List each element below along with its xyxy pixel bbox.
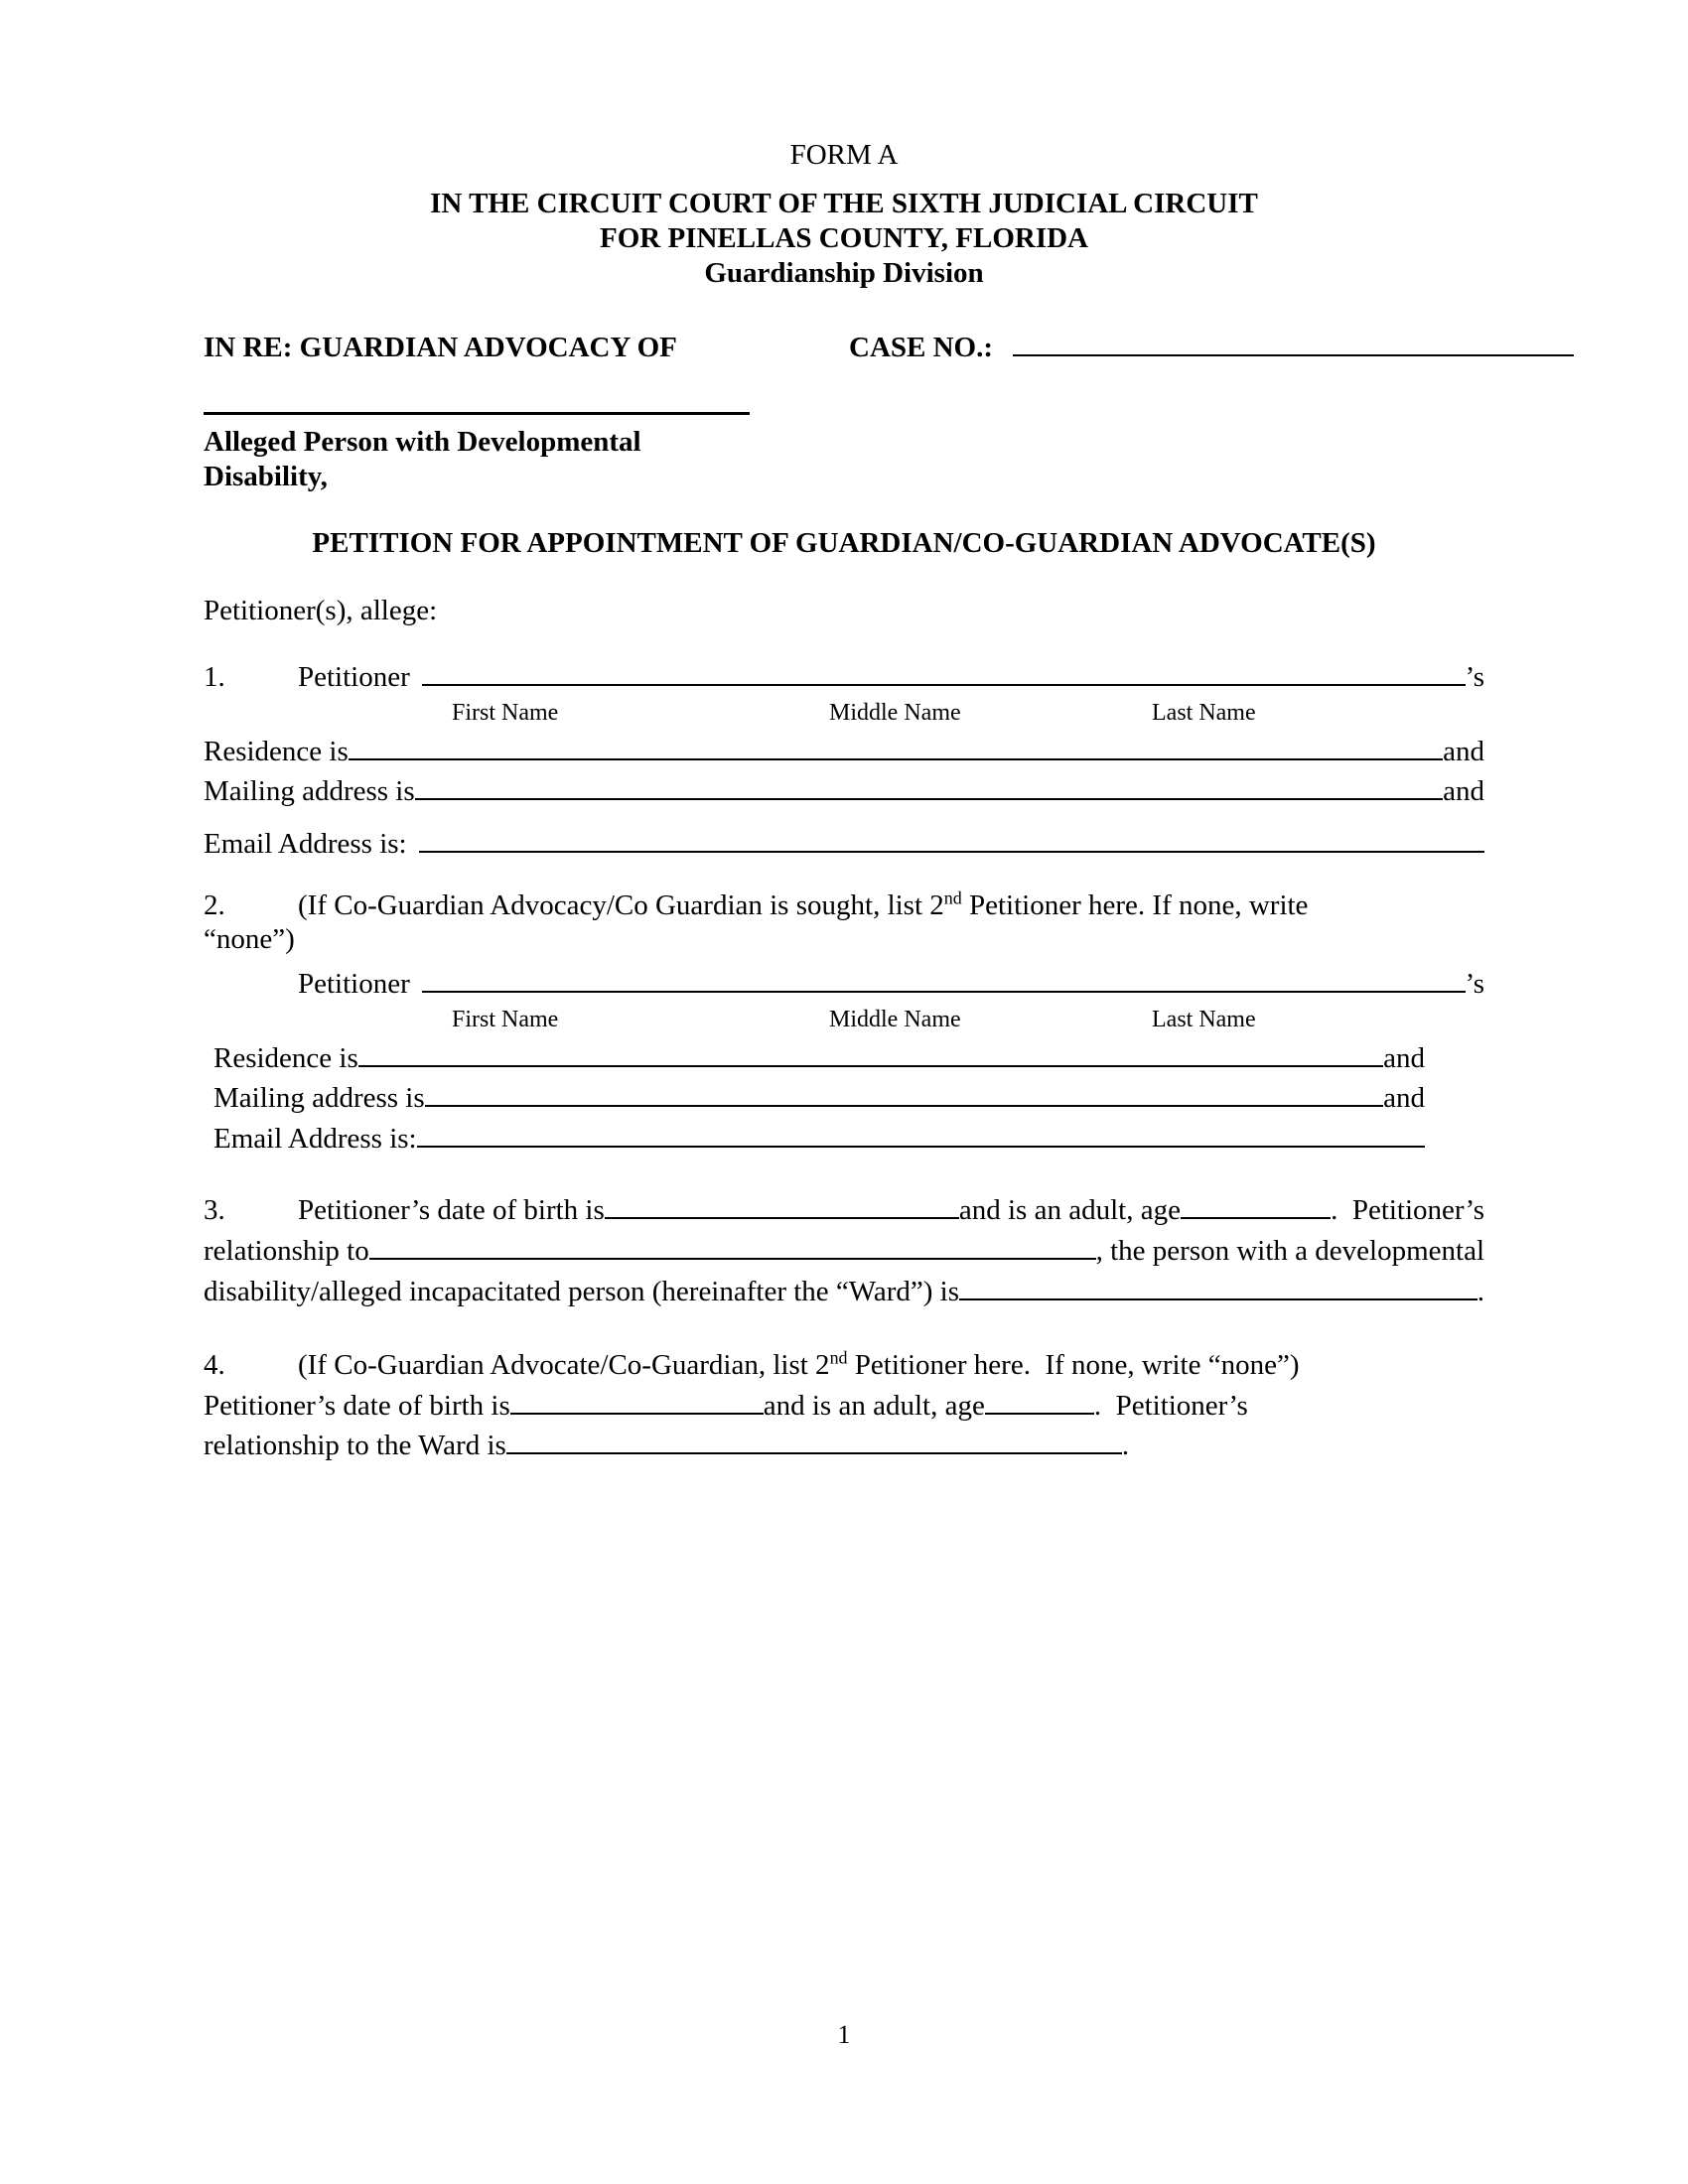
item2-superscript: nd [943, 887, 962, 908]
item2-mailing-suffix: and [1383, 1082, 1425, 1115]
first-name-label: First Name [452, 699, 559, 726]
item4-line2 [204, 1386, 1484, 1427]
item4-intro-line [204, 1345, 1484, 1386]
petitioner1-mailing-field[interactable] [415, 796, 1443, 800]
item2-intro-line2: “none”) [204, 922, 295, 955]
petitioner2-dob-field[interactable] [510, 1411, 764, 1415]
item-2 [204, 889, 1484, 1159]
item3-line3 [204, 1272, 1484, 1312]
item3-line1 [204, 1190, 1484, 1231]
last-name-label: Last Name [1152, 699, 1256, 726]
item3-age-label: and is an adult, age [958, 1194, 1181, 1227]
relationship-to-ward-field[interactable] [506, 1450, 1122, 1454]
caption-row [204, 328, 1574, 368]
middle-name-label: Middle Name [829, 1006, 961, 1032]
item2-intro-text: (If Co-Guardian Advocacy/Co Guardian is sought, list 2nd Petitioner here. If none, write [298, 887, 1309, 922]
item4-line3 [204, 1426, 1484, 1466]
item2-mailing-label: Mailing address is [213, 1082, 425, 1115]
ward-name-field[interactable] [204, 381, 750, 415]
item4-age-label: and is an adult, age [763, 1389, 985, 1422]
item1-petitioner-label: Petitioner [298, 661, 410, 694]
petitioner2-name-field[interactable] [422, 989, 1466, 993]
page-number: 1 [837, 2019, 851, 2049]
item1-name-labels [204, 698, 1484, 732]
first-name-label: First Name [452, 1006, 559, 1032]
item1-residence-suffix: and [1443, 735, 1484, 767]
court-heading [204, 187, 1484, 292]
item1-mailing-suffix: and [1443, 775, 1484, 808]
item4-relationship-label: relationship to the Ward is [204, 1430, 506, 1462]
item2-residence-row [213, 1038, 1425, 1079]
item4-line3-end: . [1121, 1430, 1130, 1462]
party-line-1: Alleged Person with Developmental [204, 426, 641, 459]
item3-line2 [204, 1231, 1484, 1272]
court-line-3: Guardianship Division [704, 257, 984, 290]
item-3 [204, 1190, 1484, 1311]
item1-possessive: ’s [1465, 661, 1484, 694]
petitioner2-residence-field[interactable] [358, 1063, 1383, 1067]
petitioner1-age-field[interactable] [1181, 1215, 1331, 1219]
petitioner1-residence-field[interactable] [349, 756, 1443, 760]
petitioner1-dob-field[interactable] [605, 1215, 959, 1219]
middle-name-label: Middle Name [829, 699, 961, 726]
item1-mailing-row [204, 771, 1484, 812]
item3-line3-end: . [1477, 1275, 1484, 1307]
item3-line1-end: . Petitioner’s [1331, 1194, 1484, 1227]
item1-residence-row [204, 732, 1484, 772]
item2-number: 2. [204, 889, 225, 922]
item2-possessive: ’s [1465, 968, 1484, 1001]
item2-intro-line1 [204, 889, 1484, 922]
item1-mailing-label: Mailing address is [204, 775, 415, 808]
item4-dob-label: Petitioner’s date of birth is [204, 1389, 510, 1422]
party-line-2: Disability, [204, 460, 328, 492]
last-name-label: Last Name [1152, 1006, 1256, 1032]
item2-residence-label: Residence is [213, 1041, 358, 1074]
item2-email-label: Email Address is: [213, 1122, 417, 1155]
petitioner1-email-field[interactable] [419, 849, 1484, 853]
item1-email-row [204, 824, 1484, 865]
item2-residence-suffix: and [1383, 1041, 1425, 1074]
intro-text: Petitioner(s), allege: [204, 595, 438, 627]
item4-superscript: nd [829, 1347, 848, 1368]
case-no-label: CASE NO.: [849, 331, 994, 363]
item1-residence-label: Residence is [204, 735, 349, 767]
petitioner2-mailing-field[interactable] [425, 1103, 1383, 1107]
item2-mailing-row [213, 1078, 1425, 1119]
case-number-field[interactable] [1013, 352, 1574, 356]
form-label: FORM A [789, 139, 899, 171]
item3-line2-end: , the person with a developmental [1095, 1235, 1484, 1268]
item3-ward-label: disability/alleged incapacitated person (hereinafter the “Ward”) is [204, 1275, 959, 1307]
petitioner2-email-field[interactable] [417, 1144, 1425, 1148]
item4-intro-text: (If Co-Guardian Advocate/Co-Guardian, list 2nd Petitioner here. If none, write “none”) [298, 1347, 1300, 1382]
item3-relationship-label: relationship to [204, 1235, 369, 1268]
court-line-1: IN THE CIRCUIT COURT OF THE SIXTH JUDICIAL CIRCUIT [430, 187, 1258, 219]
item2-email-row [213, 1119, 1425, 1160]
relationship-to-field[interactable] [369, 1256, 1096, 1260]
item1-petitioner-row [204, 657, 1484, 698]
item2-petitioner-row [204, 964, 1484, 1005]
court-line-2: FOR PINELLAS COUNTY, FLORIDA [600, 222, 1088, 255]
item-4 [204, 1345, 1484, 1466]
document-title: PETITION FOR APPOINTMENT OF GUARDIAN/CO-GUARDIAN ADVOCATE(S) [312, 526, 1376, 559]
item4-number: 4. [204, 1349, 225, 1382]
item1-email-label: Email Address is: [204, 827, 407, 860]
item1-number: 1. [204, 661, 225, 694]
item2-name-labels [204, 1005, 1484, 1038]
party-designation [204, 425, 1484, 492]
item2-petitioner-label: Petitioner [298, 968, 410, 1001]
item3-dob-label: Petitioner’s date of birth is [298, 1194, 605, 1227]
in-re-label: IN RE: GUARDIAN ADVOCACY OF [204, 331, 677, 363]
ward-is-field[interactable] [959, 1297, 1477, 1300]
item-1 [204, 657, 1484, 864]
item4-line2-end: . Petitioner’s [1093, 1389, 1248, 1422]
petitioner2-age-field[interactable] [985, 1411, 1094, 1415]
item3-number: 3. [204, 1194, 225, 1227]
petitioner1-name-field[interactable] [422, 682, 1466, 686]
